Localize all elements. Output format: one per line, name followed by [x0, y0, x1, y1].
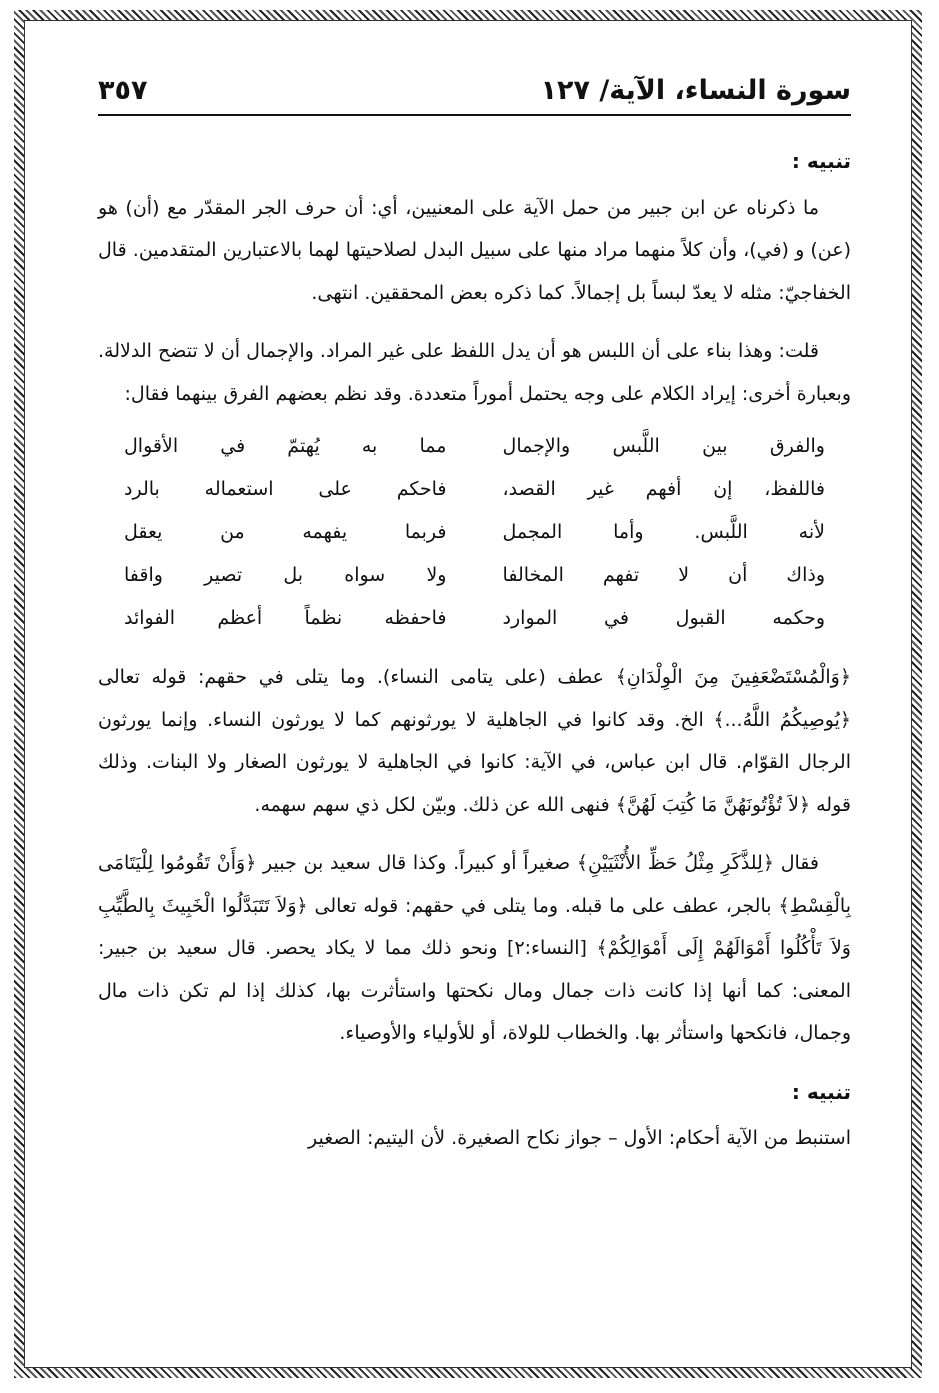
section-heading: تنبيه : — [791, 149, 851, 173]
surah-title: سورة النساء، الآية/ ١٢٧ — [540, 74, 851, 106]
paragraph: قلت: وهذا بناء على أن اللبس هو أن يدل اللفظ على غير المراد. والإجمال أن لا تتضح الدلالة. وبعبارة أخرى: إيراد الكلام على وجه يحتمل أموراً متعددة. وقد نظم بعضهم الفرق بينهما فقال: — [98, 340, 851, 405]
spacer — [98, 1055, 851, 1071]
poem-verse — [124, 597, 825, 640]
poem-verse — [124, 468, 825, 511]
paragraph: ﴿وَالْمُسْتَضْعَفِينَ مِنَ الْوِلْدَانِ﴾ عطف (على يتامى النساء). وما يتلى في حقهم: قوله تعالى ﴿يُوصِيكُمُ اللَّهُ...﴾ الخ. وقد كانوا في الجاهلية لا يورثونهم كما لا يورثون النساء. وإنما يورثون الرجال القوّام. قال ابن عباس، في الآية: كانوا في الجاهلية لا يورثون الصغار ولا البنات. وذلك قوله ﴿لاَ تُؤْتُونَهُنَّ مَا كُتِبَ لَهُنَّ﴾ فنهى الله عن ذلك. وبيّن لكل ذي سهم سهمه. — [98, 666, 851, 816]
poem — [124, 425, 825, 640]
poem-verse — [124, 425, 825, 468]
verse-first-half: وذاك أن لا تفهم المخالفا — [502, 564, 825, 587]
page-number: ٣٥٧ — [98, 74, 148, 106]
verse-second-half: فاحكم على استعماله بالرد — [124, 478, 447, 501]
poem-verse — [124, 554, 825, 597]
spacer — [98, 314, 851, 330]
verse-first-half: فاللفظ، إن أفهم غير القصد، — [502, 478, 825, 501]
verse-first-half: وحكمه القبول في الموارد — [502, 607, 825, 630]
spacer — [98, 826, 851, 842]
paragraph: ما ذكرناه عن ابن جبير من حمل الآية على المعنيين، أي: أن حرف الجر المقدّر مع (أن) هو (عن) و (في)، وأن كلاً منهما مراد منها على سبيل البدل لصلاحيتها لهما بالاعتبارين المتقدمين. قال الخفاجيّ: مثله لا يعدّ لبساً بل إجمالاً. كما ذكره بعض المحققين. انتهى. — [98, 196, 851, 304]
verse-second-half: فربما يفهمه من يعقل — [124, 521, 447, 544]
header-rule — [98, 114, 851, 116]
page-body — [98, 140, 851, 1160]
verse-second-half: ولا سواه بل تصير واقفا — [124, 564, 447, 587]
paragraph: استنبط من الآية أحكام: الأول – جواز نكاح الصغيرة. لأن اليتيم: الصغير — [308, 1127, 851, 1149]
verse-second-half: مما به يُهتمّ في الأقوال — [124, 435, 447, 458]
verse-second-half: فاحفظه نظماً أعظم الفوائد — [124, 607, 447, 630]
paragraph: فقال ﴿لِلذَّكَرِ مِثْلُ حَظِّ الأُنْثَيَيْنِ﴾ صغيراً أو كبيراً. وكذا قال سعيد بن جبير ﴿وَأَنْ تَقُومُوا لِلْيَتَامَى بِالْقِسْطِ﴾ بالجر، عطف على ما قبله. وما يتلى في حقهم: قوله تعالى ﴿وَلاَ تَتَبَدَّلُوا الْخَبِيثَ بِالطَّيِّبِ وَلاَ تَأْكُلُوا أَمْوَالَهُمْ إِلَى أَمْوَالِكُمْ﴾ [النساء:٢] ونحو ذلك مما لا يكاد يحصر. قال سعيد بن جبير: المعنى: كما أنها إذا كانت ذات جمال ومال نكحتها واستأثرت بها، كذلك إذا لم تكن ذات مال وجمال، فانكحها واستأثر بها. والخطاب للولاة، أو للأولياء والأوصياء. — [98, 852, 851, 1044]
verse-first-half: والفرق بين اللَّبس والإجمال — [502, 435, 825, 458]
page-header — [98, 70, 851, 110]
section-heading: تنبيه : — [791, 1079, 851, 1104]
verse-first-half: لأنه اللَّبس. وأما المجمل — [502, 521, 825, 544]
poem-verse — [124, 511, 825, 554]
